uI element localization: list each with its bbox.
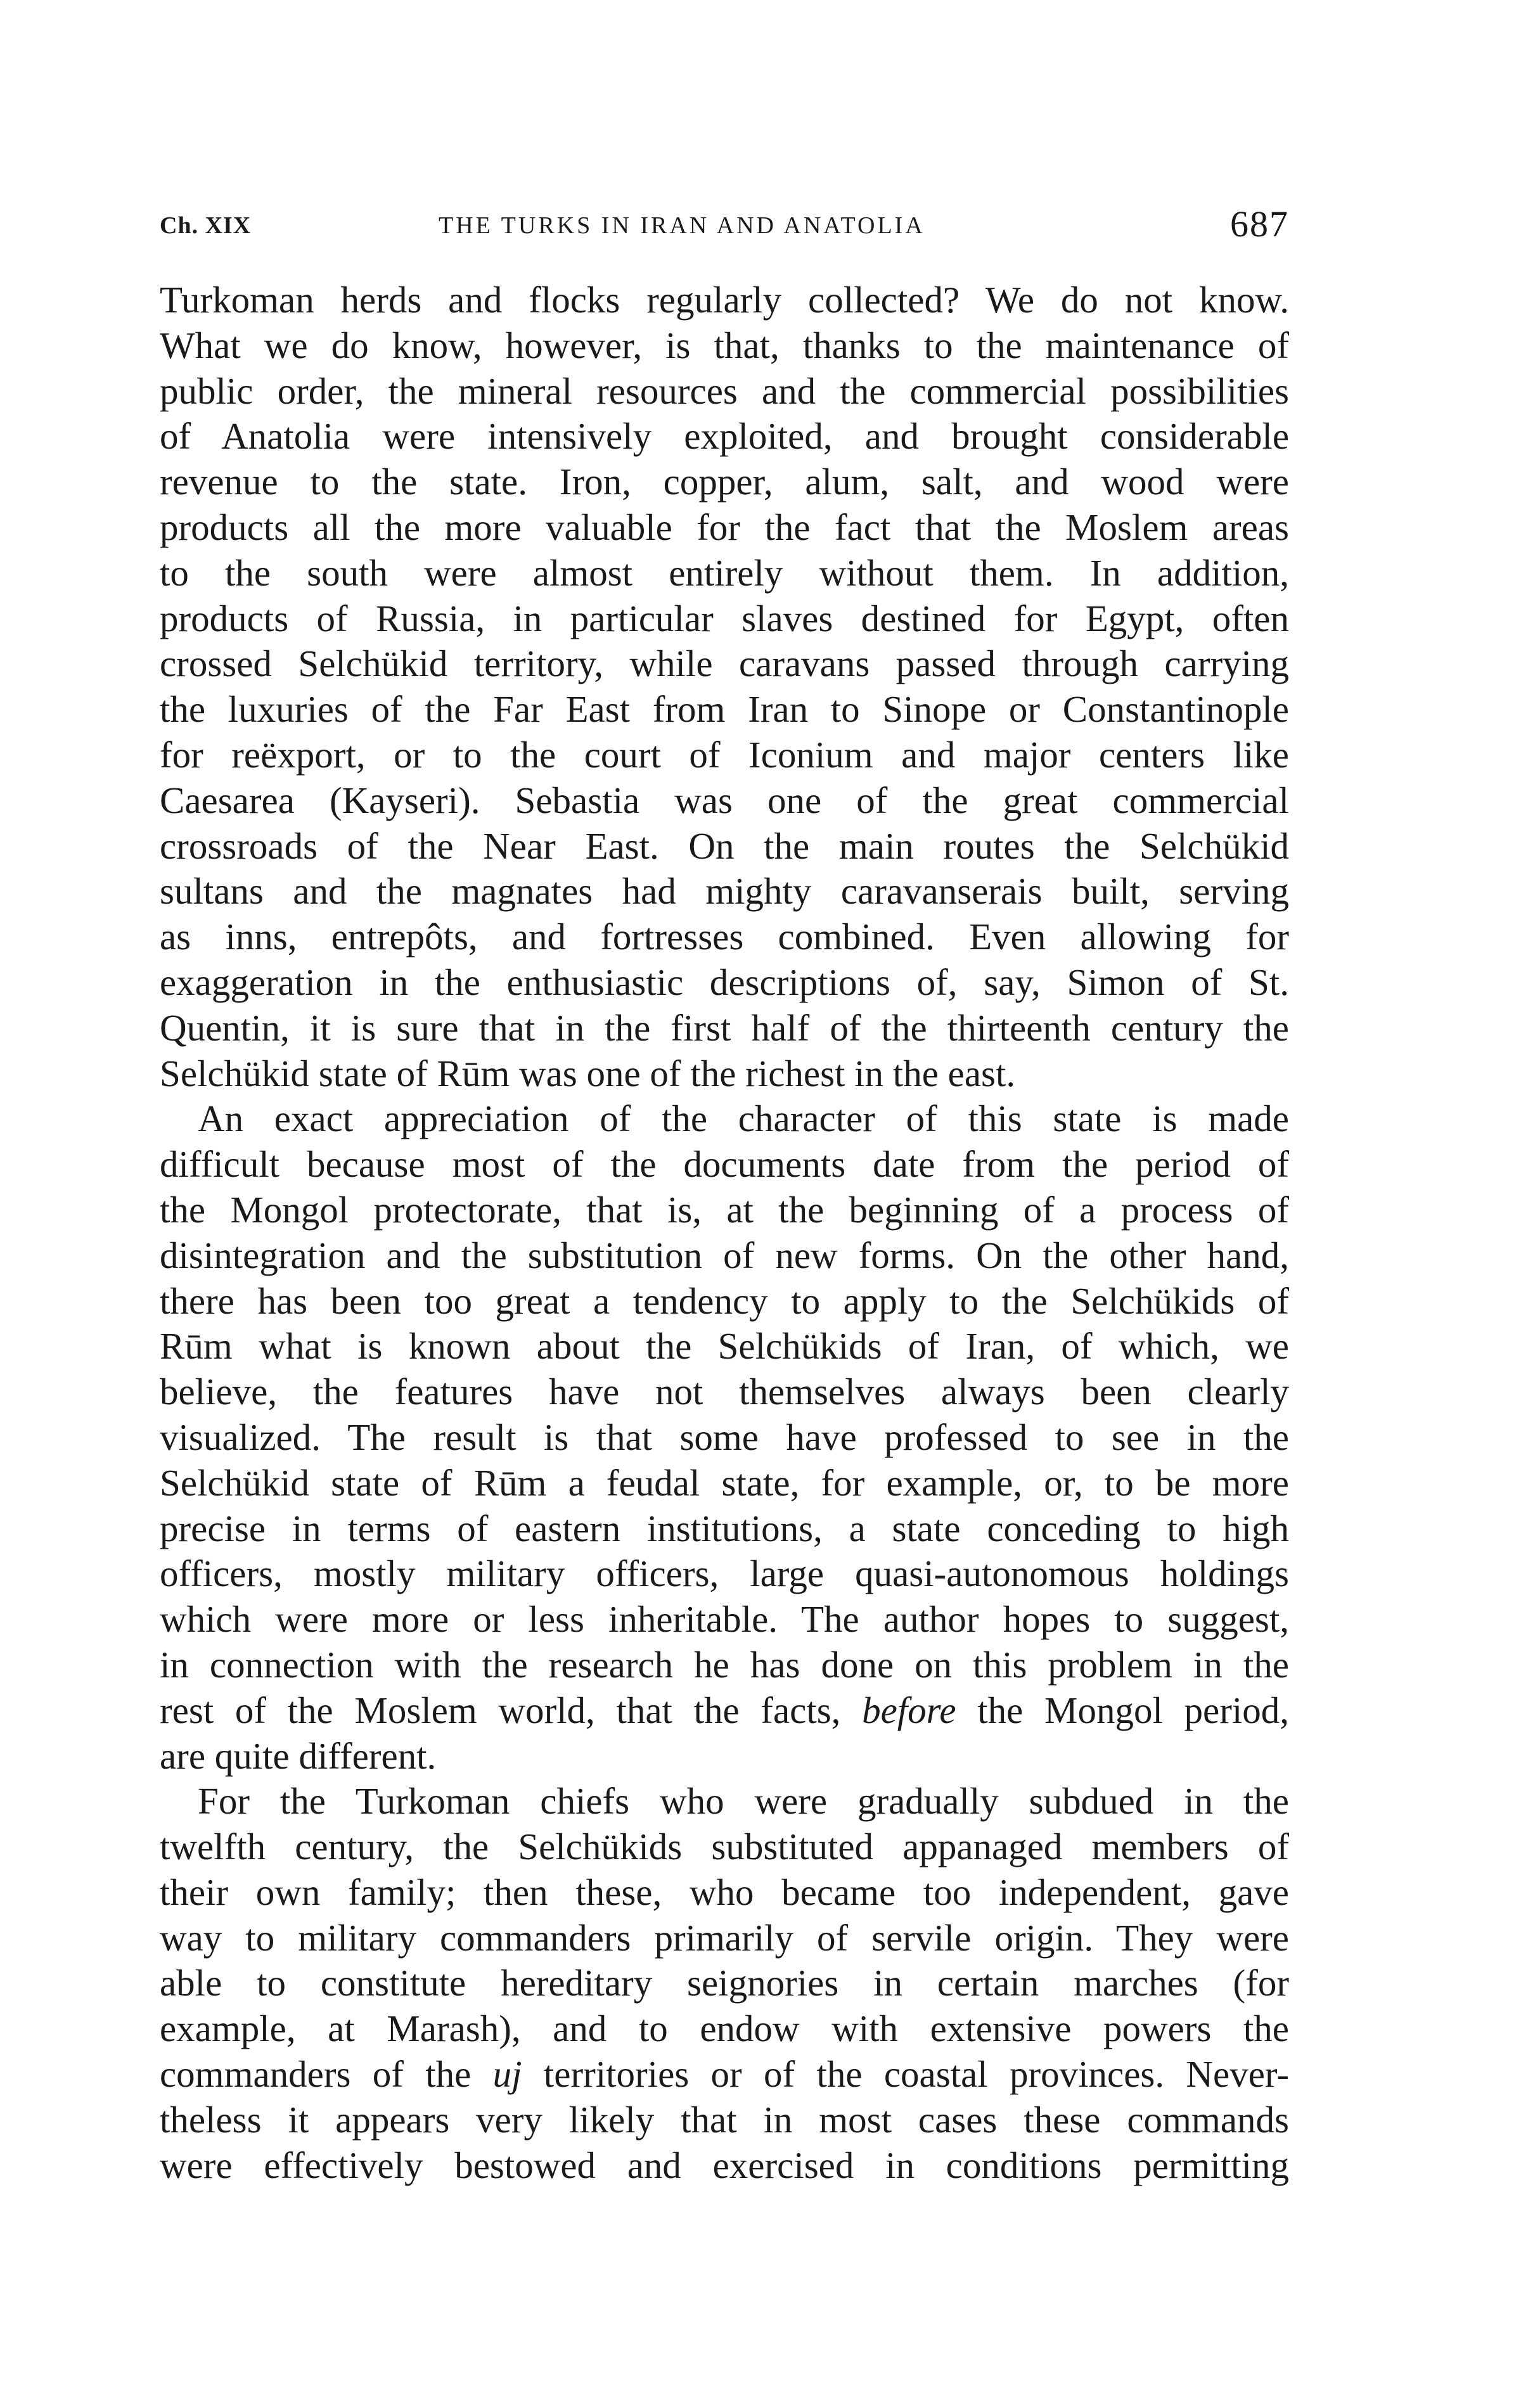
text-line: as inns, entrepôts, and fortresses combined. Even allowing for (160, 916, 1289, 958)
chapter-label: Ch. XIX (160, 212, 252, 239)
body-text (160, 278, 1289, 2188)
text-line: are quite different. (160, 1734, 437, 1777)
text-line: believe, the features have not themselves always been clearly (160, 1371, 1289, 1413)
text-line: twelfth century, the Selchükids substituted appanaged members of (160, 1826, 1289, 1868)
line-segment: commanders of the (160, 2053, 472, 2096)
text-line: to the south were almost entirely without them. In addition, (160, 551, 1289, 594)
text-line: officers, mostly military officers, large quasi-autonomous holdings (160, 1553, 1289, 1595)
paragraph-start-line: For the Turkoman chiefs who were gradually subdued in the (198, 1780, 1289, 1822)
page-number: 687 (1230, 203, 1289, 245)
text-line: the Mongol protectorate, that is, at the beginning of a process of (160, 1188, 1289, 1231)
text-line: sultans and the magnates had mighty caravanserais built, serving (160, 870, 1289, 913)
line-segment: the Mongol period, (977, 1689, 1289, 1731)
text-line: crossroads of the Near East. On the main routes the Selchükid (160, 824, 1289, 867)
text-line: products of Russia, in particular slaves destined for Egypt, often (160, 597, 1289, 639)
text-line: Turkoman herds and flocks regularly collected? We do not know. (160, 279, 1289, 321)
text-line-with-italic (160, 2052, 1289, 2097)
text-line: in connection with the research he has done on this problem in the (160, 1643, 1289, 1686)
text-line: exaggeration in the enthusiastic descriptions of, say, Simon of St. (160, 961, 1289, 1003)
text-line: their own family; then these, who became too independent, gave (160, 1871, 1289, 1913)
text-line: precise in terms of eastern institutions, a state conceding to high (160, 1507, 1289, 1549)
text-line: the luxuries of the Far East from Iran to Sinope or Constantinople (160, 688, 1289, 731)
line-segment: territories or of the coastal provinces. Never- (543, 2053, 1290, 2096)
text-line: public order, the mineral resources and the commercial possibilities (160, 369, 1289, 412)
running-title: THE TURKS IN IRAN AND ANATOLIA (439, 212, 925, 239)
italic-word: before (862, 1689, 956, 1731)
text-line: which were more or less inheritable. The author hopes to suggest, (160, 1598, 1289, 1641)
italic-word: uj (492, 2053, 522, 2096)
text-line: for reëxport, or to the court of Iconium and major centers like (160, 733, 1289, 776)
text-line: were effectively bestowed and exercised in conditions permitting (160, 2144, 1289, 2186)
text-line: theless it appears very likely that in most cases these commands (160, 2098, 1289, 2141)
text-line: What we do know, however, is that, thanks to the maintenance of (160, 324, 1289, 366)
text-line: difficult because most of the documents date from the period of (160, 1143, 1289, 1186)
running-head (160, 203, 1289, 247)
text-line: Selchükid state of Rūm a feudal state, for example, or, to be more (160, 1461, 1289, 1504)
line-segment: rest of the Moslem world, that the facts, (160, 1689, 841, 1731)
text-line: crossed Selchükid territory, while caravans passed through carrying (160, 643, 1289, 685)
text-line: there has been too great a tendency to apply to the Selchükids of (160, 1279, 1289, 1322)
text-line: Caesarea (Kayseri). Sebastia was one of the great commercial (160, 779, 1289, 821)
text-line: Rūm what is known about the Selchükids of Iran, of which, we (160, 1325, 1289, 1367)
text-line: able to constitute hereditary seignories in certain marches (for (160, 1962, 1289, 2004)
text-line-with-italic (160, 1688, 1289, 1734)
text-line: example, at Marash), and to endow with extensive powers the (160, 2008, 1289, 2050)
text-line: visualized. The result is that some have professed to see in the (160, 1416, 1289, 1458)
text-line: Quentin, it is sure that in the first half of the thirteenth century the (160, 1006, 1289, 1049)
text-line: of Anatolia were intensively exploited, and brought considerable (160, 415, 1289, 458)
text-line: way to military commanders primarily of servile origin. They were (160, 1916, 1289, 1959)
text-line: products all the more valuable for the fact that the Moslem areas (160, 506, 1289, 548)
paragraph-start-line: An exact appreciation of the character of this state is made (198, 1098, 1289, 1140)
text-line: Selchükid state of Rūm was one of the richest in the east. (160, 1052, 1016, 1094)
text-line: disintegration and the substitution of new forms. On the other hand, (160, 1234, 1289, 1276)
text-line: revenue to the state. Iron, copper, alum, salt, and wood were (160, 461, 1289, 503)
